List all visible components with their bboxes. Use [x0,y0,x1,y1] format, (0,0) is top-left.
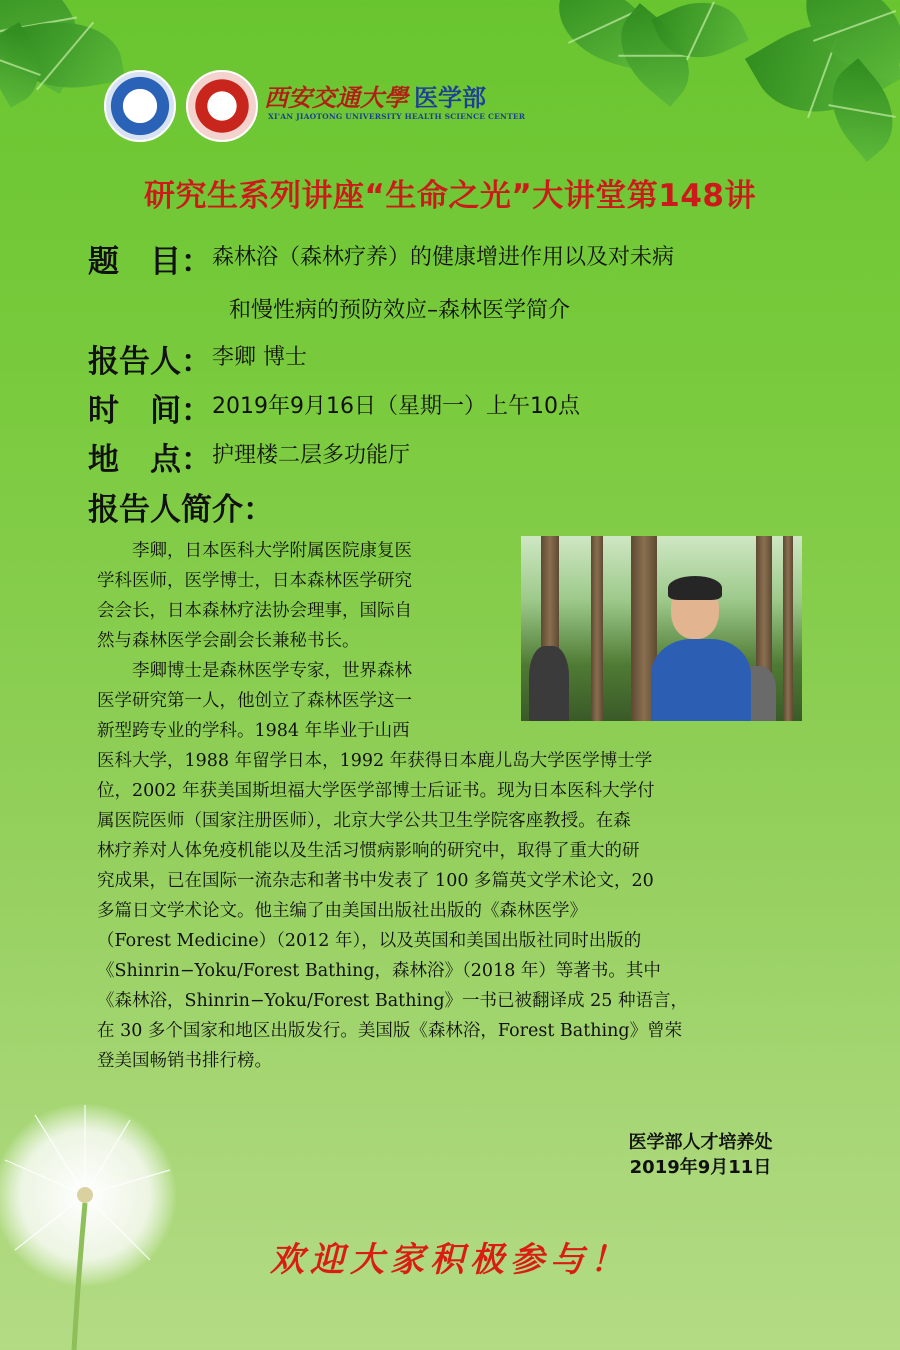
place-row [88,434,410,479]
bio-line: 李卿博士是森林医学专家，世界森林 [97,661,412,681]
speaker-label: 报告人： [88,344,212,380]
signature-org: 医学部人才培养处 [628,1132,773,1153]
topic-line2: 和慢性病的预防效应–森林医学简介 [229,298,571,323]
university-name [264,78,486,113]
lecture-headline: 研究生系列讲座“生命之光”大讲堂第148讲 [144,178,756,214]
bio-line: 在 30 多个国家和地区出版发行。美国版《森林浴，Forest Bathing》曾荣 [97,1021,683,1041]
topic-line1: 森林浴（森林疗养）的健康增进作用以及对未病 [212,245,675,270]
signature-block [598,1130,803,1180]
place-label: 地 点： [88,442,212,478]
time-value: 2019年9月16日（星期一）上午10点 [212,394,580,419]
bio-line: 李卿，日本医科大学附属医院康复医 [97,541,412,561]
university-english-name: XI'AN JIAOTONG UNIVERSITY HEALTH SCIENCE CENTER [268,112,526,121]
bio-line: 《森林浴，Shinrin−Yoku/Forest Bathing》一书已被翻译成 25 种语言， [97,991,688,1011]
topic-label: 题 目： [88,244,212,280]
place-value: 护理楼二层多功能厅 [212,443,411,468]
department-name: 医学部 [414,84,486,112]
bio-line: 会会长，日本森林疗法协会理事，国际自 [97,601,412,621]
university-seal-icon [104,70,176,142]
welcome-text: 欢迎大家积极参与！ [270,1240,630,1280]
speaker-hair [668,576,722,600]
speaker-body [651,639,751,721]
bio-line: 医学研究第一人，他创立了森林医学这一 [97,691,412,711]
bio-heading: 报告人简介： [88,492,274,528]
bio-line: 林疗养对人体免疫机能以及生活习惯病影响的研究中，取得了重大的研 [97,841,640,861]
speaker-name: 李卿 博士 [212,345,307,370]
bio-line: 然与森林医学会副会长兼秘书长。 [97,631,360,651]
bio-line: 究成果，已在国际一流杂志和著书中发表了 100 多篇英文学术论文，20 [97,871,654,891]
bio-line: 学科医师，医学博士，日本森林医学研究 [97,571,412,591]
topic-row [88,236,674,281]
bio-line: 登美国畅销书排行榜。 [97,1051,272,1071]
time-row [88,385,580,430]
university-name-text: 西安交通大學 [264,83,408,112]
speaker-photo [521,536,802,721]
speaker-row [88,336,307,381]
bio-line: 新型跨专业的学科。1984 年毕业于山西 [97,721,410,741]
bio-line: 位，2002 年获美国斯坦福大学医学部博士后证书。现为日本医科大学付 [97,781,655,801]
dandelion-icon [0,1100,220,1350]
bio-line: 多篇日文学术论文。他主编了由美国出版社出版的《森林医学》 [97,901,587,921]
bio-line: 属医院医师（国家注册医师），北京大学公共卫生学院客座教授。在森 [97,811,631,831]
signature-date: 2019年9月11日 [629,1157,772,1178]
header-logos [104,70,524,140]
bio-line: 医科大学，1988 年留学日本，1992 年获得日本鹿儿岛大学医学博士学 [97,751,653,771]
university-seal-icon [186,70,258,142]
bio-line: 《Shinrin−Yoku/Forest Bathing，森林浴》（2018 年）等著书。其中 [97,961,661,981]
time-label: 时 间： [88,393,212,429]
bio-line: （Forest Medicine）（2012 年），以及英国和美国出版社同时出版的 [97,931,642,951]
